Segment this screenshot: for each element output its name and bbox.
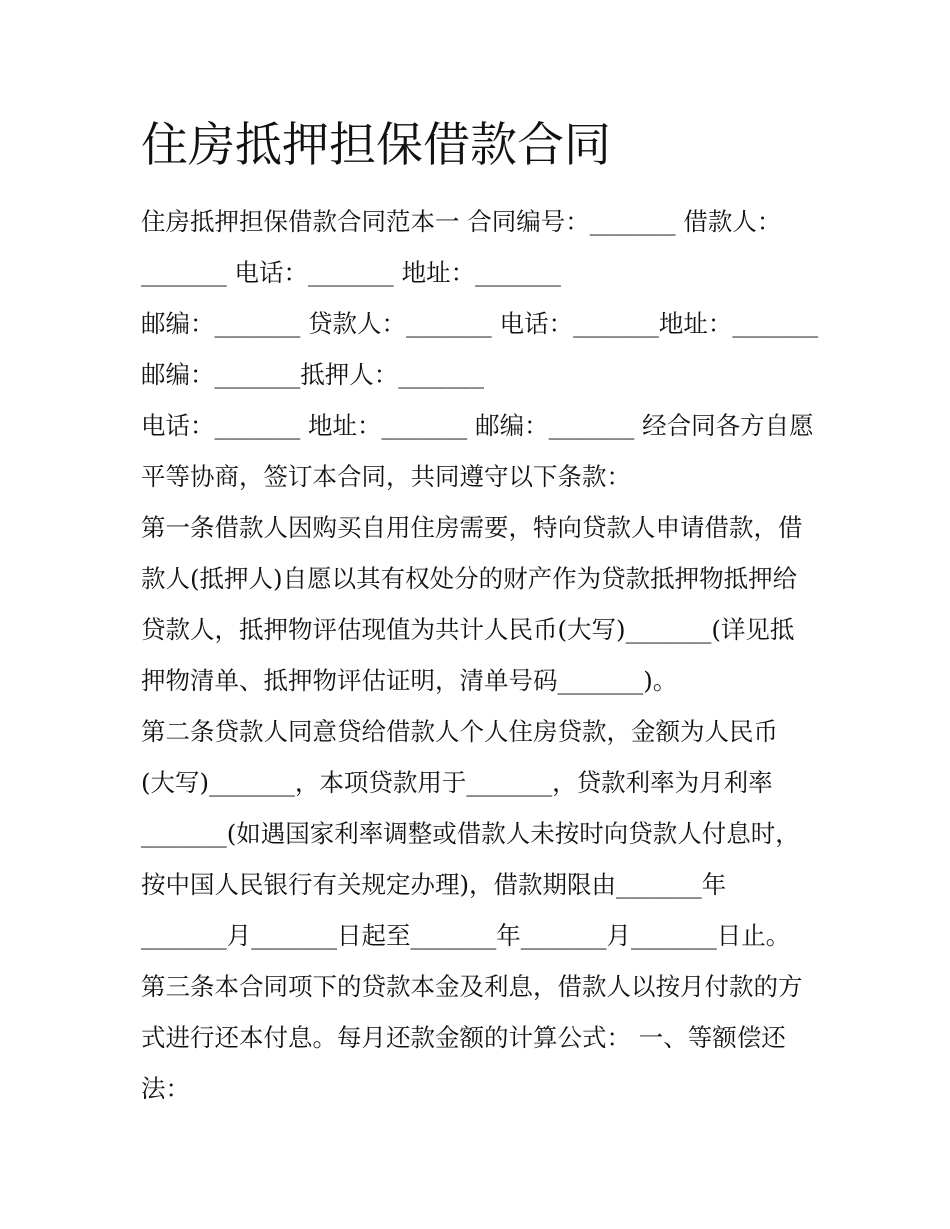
body-line-1: 住房抵押担保借款合同范本一 合同编号：_______ 借款人： (141, 207, 782, 236)
body-line-3: 邮编：_______ 贷款人：_______ 电话：_______地址：_______ (141, 309, 819, 338)
body-line-9: 贷款人，抵押物评估现值为共计人民币(大写)_______(详见抵 (141, 615, 795, 644)
body-line-13: _______(如遇国家利率调整或借款人未按时向贷款人付息时， (141, 819, 800, 848)
body-line-7: 第一条借款人因购买自用住房需要，特向贷款人申请借款，借 (141, 513, 803, 542)
body-line-8: 款人(抵押人)自愿以其有权处分的财产作为贷款抵押物抵押给 (141, 564, 798, 593)
body-line-16: 第三条本合同项下的贷款本金及利息，借款人以按月付款的方 (141, 972, 803, 1001)
body-line-6: 平等协商，签订本合同，共同遵守以下条款： (141, 462, 631, 491)
body-line-18: 法： (141, 1074, 190, 1103)
body-line-17: 式进行还本付息。每月还款金额的计算公式： 一、等额偿还 (141, 1023, 786, 1052)
body-line-14: 按中国人民银行有关规定办理)，借款期限由_______年 (141, 870, 727, 899)
body-line-5: 电话：_______ 地址：_______ 邮编：_______ 经合同各方自愿 (141, 411, 814, 440)
body-line-15: _______月_______日起至_______年_______月_______日止。 (141, 921, 791, 950)
document-title: 住房抵押担保借款合同 (141, 118, 611, 173)
body-line-12: (大写)_______，本项贷款用于_______，贷款利率为月利率 (141, 768, 773, 797)
body-line-4: 邮编：_______抵押人：_______ (141, 360, 484, 389)
body-line-2: _______ 电话：_______ 地址：_______ (141, 258, 561, 287)
body-line-10: 押物清单、抵押物评估证明，清单号码_______)。 (141, 666, 678, 695)
body-line-11: 第二条贷款人同意贷给借款人个人住房贷款，金额为人民币 (141, 717, 778, 746)
